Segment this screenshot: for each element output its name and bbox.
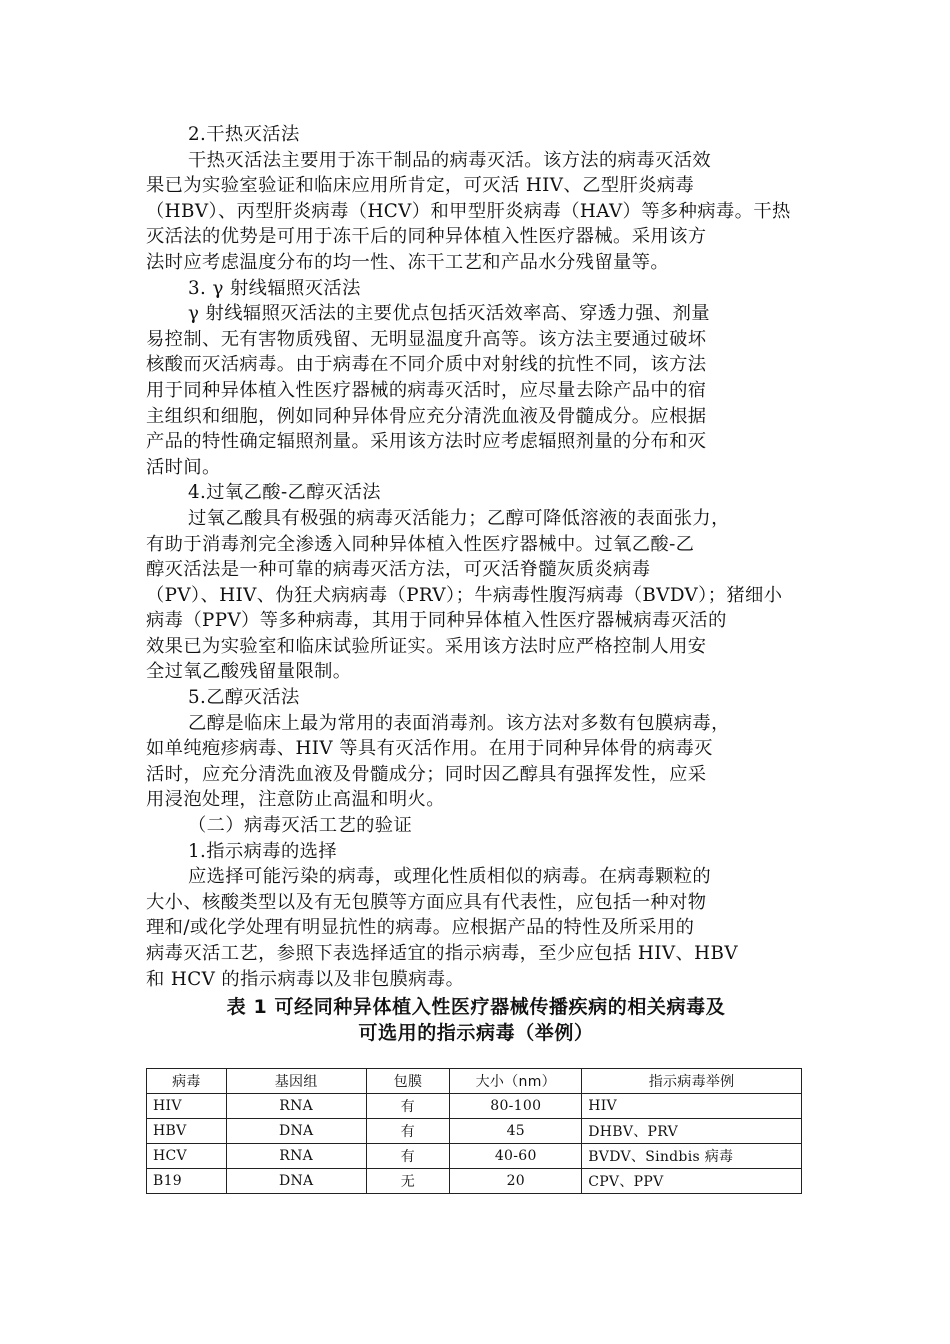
paragraph [146,839,820,865]
text-line: 全过氧乙酸残留量限制。 [146,661,352,683]
header-indicator-virus: 指示病毒举例 [582,1069,802,1094]
text-line: 产品的特性确定辐照剂量。采用该方法时应考虑辐照剂量的分布和灭 [146,431,707,453]
text-line: 3. γ 射线辐照灭活法 [188,277,361,299]
paragraph [146,480,820,506]
body-text [146,122,820,992]
cell-envelope: 有 [366,1094,450,1119]
cell-envelope: 无 [366,1169,450,1194]
virus-table [146,1068,802,1194]
header-envelope: 包膜 [366,1069,450,1094]
text-line: 大小、核酸类型以及有无包膜等方面应具有代表性，应包括一种对物 [146,891,707,913]
text-line: 核酸而灭活病毒。由于病毒在不同介质中对射线的抗性不同，该方法 [146,354,707,376]
table-row [147,1169,802,1194]
cell-indicator-virus: CPV、PPV [582,1169,802,1194]
table-row [147,1094,802,1119]
text-line: 理和/或化学处理有明显抗性的病毒。应根据产品的特性及所采用的 [146,917,695,939]
text-line: 和 HCV 的指示病毒以及非包膜病毒。 [146,968,465,990]
text-line: 应选择可能污染的病毒，或理化性质相似的病毒。在病毒颗粒的 [188,866,712,888]
text-line: 1.指示病毒的选择 [188,840,338,862]
cell-size: 45 [450,1119,582,1144]
cell-size: 80-100 [450,1094,582,1119]
text-line: 活时，应充分清洗血液及骨髓成分；同时因乙醇具有强挥发性，应采 [146,763,707,785]
text-line: 用于同种异体植入性医疗器械的病毒灭活时，应尽量去除产品中的宿 [146,379,707,401]
text-line: 过氧乙酸具有极强的病毒灭活能力；乙醇可降低溶液的表面张力， [188,507,730,529]
paragraph [146,685,820,711]
paragraph [146,711,820,813]
cell-genome: RNA [226,1144,366,1169]
text-line: 活时间。 [146,456,221,478]
table-title-line-1: 表 1 可经同种异体植入性医疗器械传播疾病的相关病毒及 [226,996,726,1018]
cell-size: 20 [450,1169,582,1194]
text-line: 病毒（PPV）等多种病毒，其用于同种异体植入性医疗器械病毒灭活的 [146,610,727,632]
cell-indicator-virus: DHBV、PRV [582,1119,802,1144]
text-line: γ 射线辐照灭活法的主要优点包括灭活效率高、穿透力强、剂量 [188,303,710,325]
text-line: （二）病毒灭活工艺的验证 [188,815,413,837]
cell-indicator-virus: HIV [582,1094,802,1119]
table-header-row [147,1069,802,1094]
paragraph [146,506,820,685]
cell-virus: HIV [147,1094,227,1119]
cell-size: 40-60 [450,1144,582,1169]
text-line: 效果已为实验室和临床试验所证实。采用该方法时应严格控制人用安 [146,635,707,657]
cell-virus: B19 [147,1169,227,1194]
text-line: 灭活法的优势是可用于冻干后的同种异体植入性医疗器械。采用该方 [146,226,707,248]
text-line: （PV）、HIV、伪狂犬病病毒（PRV）；牛病毒性腹泻病毒（BVDV）；猪细小 [146,584,783,606]
cell-genome: DNA [226,1169,366,1194]
header-genome: 基因组 [226,1069,366,1094]
text-line: （HBV）、丙型肝炎病毒（HCV）和甲型肝炎病毒（HAV）等多种病毒。干热 [146,200,791,222]
text-line: 5.乙醇灭活法 [188,687,300,709]
paragraph [146,276,820,302]
text-line: 果已为实验室验证和临床应用所肯定，可灭活 HIV、乙型肝炎病毒 [146,175,695,197]
header-virus: 病毒 [147,1069,227,1094]
cell-envelope: 有 [366,1119,450,1144]
cell-genome: RNA [226,1094,366,1119]
table-title [146,994,806,1046]
text-line: 4.过氧乙酸-乙醇灭活法 [188,482,381,504]
text-line: 法时应考虑温度分布的均一性、冻干工艺和产品水分残留量等。 [146,251,670,273]
table-row [147,1144,802,1169]
paragraph [146,864,820,992]
text-line: 乙醇是临床上最为常用的表面消毒剂。该方法对多数有包膜病毒， [188,712,730,734]
text-line: 如单纯疱疹病毒、HIV 等具有灭活作用。在用于同种异体骨的病毒灭 [146,738,713,760]
paragraph [146,148,820,276]
text-line: 用浸泡处理，注意防止高温和明火。 [146,789,445,811]
table-row [147,1119,802,1144]
table-body [147,1094,802,1194]
cell-virus: HCV [147,1144,227,1169]
header-size: 大小（nm） [450,1069,582,1094]
paragraph [146,122,820,148]
paragraph [146,301,820,480]
text-line: 主组织和细胞，例如同种异体骨应充分清洗血液及骨髓成分。应根据 [146,405,707,427]
cell-genome: DNA [226,1119,366,1144]
paragraph [146,813,820,839]
text-line: 病毒灭活工艺，参照下表选择适宜的指示病毒，至少应包括 HIV、HBV [146,943,738,964]
text-line: 有助于消毒剂完全渗透入同种异体植入性医疗器械中。过氧乙酸-乙 [146,533,695,555]
cell-indicator-virus: BVDV、Sindbis 病毒 [582,1144,802,1169]
text-line: 2.干热灭活法 [188,124,300,145]
text-line: 醇灭活法是一种可靠的病毒灭活方法，可灭活脊髓灰质炎病毒 [146,559,651,581]
table-title-line-2: 可选用的指示病毒（举例） [358,1022,594,1044]
text-line: 易控制、无有害物质残留、无明显温度升高等。该方法主要通过破坏 [146,328,707,350]
text-line: 干热灭活法主要用于冻干制品的病毒灭活。该方法的病毒灭活效 [188,149,712,171]
cell-virus: HBV [147,1119,227,1144]
cell-envelope: 有 [366,1144,450,1169]
